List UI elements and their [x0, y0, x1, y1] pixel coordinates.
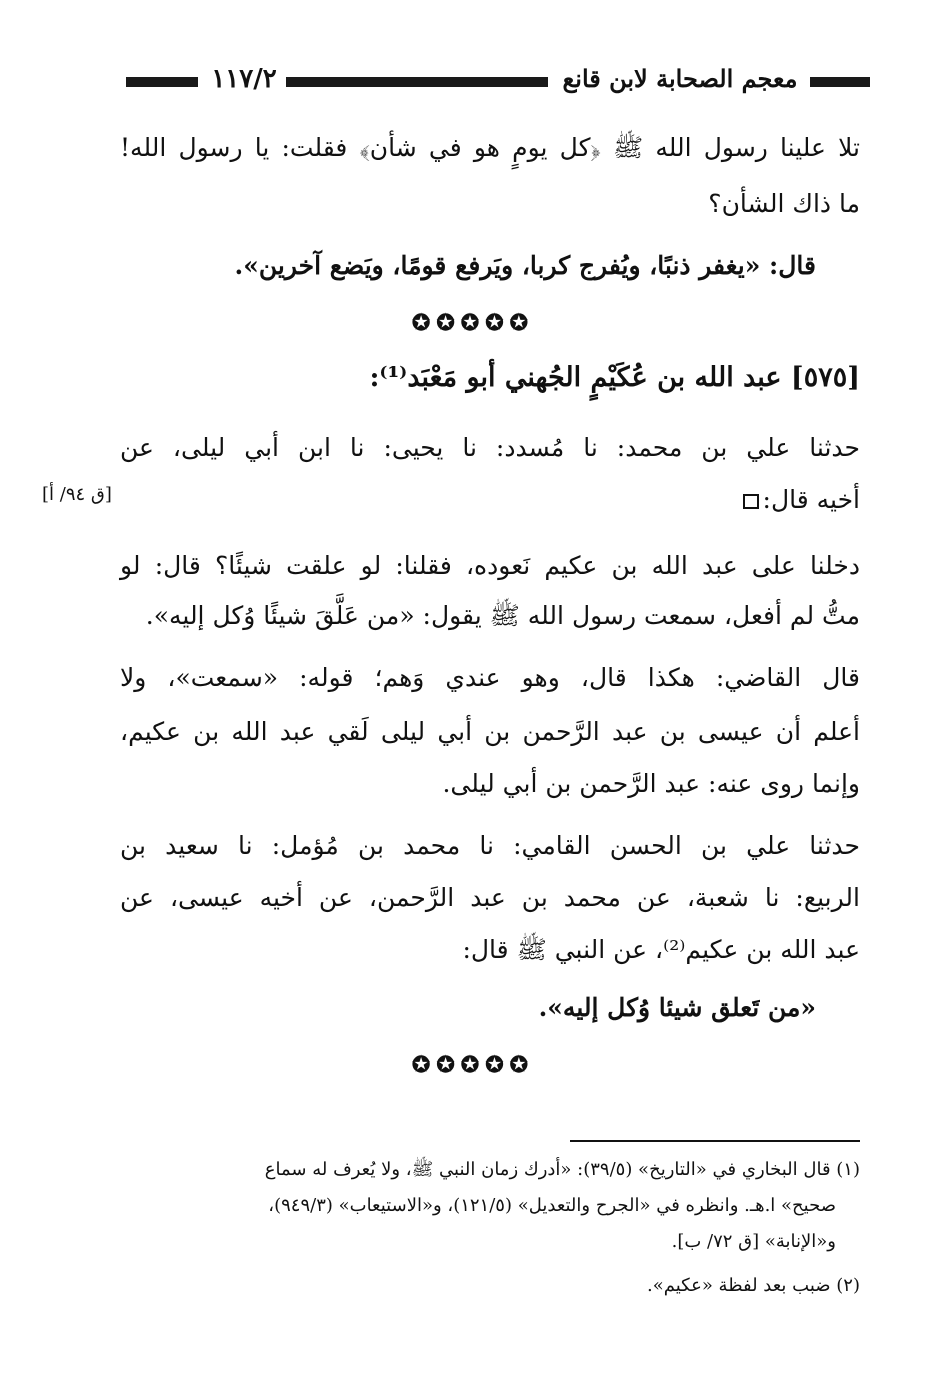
- paragraph-line: حدثنا علي بن الحسن القامي: نا محمد بن مُؤمل: نا سعيد بن: [120, 831, 860, 860]
- paragraph-line: أعلم أن عيسى بن عبد الرَّحمن بن أبي ليلى لَقي عبد الله بن عكيم،: [120, 717, 860, 746]
- paragraph-line: [120, 478, 860, 522]
- header-rule-right: [810, 77, 870, 87]
- folio-mark-icon: [743, 494, 759, 509]
- footnote-separator: [570, 1140, 860, 1142]
- paragraph-line: قال القاضي: هكذا قال، وهو عندي وَهم؛ قوله: «سمعت»، ولا: [120, 663, 860, 692]
- footnote-line: (٢) ضبب بعد لفظة «عكيم».: [647, 1275, 860, 1296]
- paragraph-text: أخيه قال:: [762, 485, 860, 514]
- manuscript-folio-ref: [ق ٩٤/ أ]: [42, 484, 112, 505]
- footnote-line: صحيح» ا.هـ. وانظره في «الجرح والتعديل» (١٢١/٥)، و«الاستيعاب» (٩٤٩/٣)،: [268, 1195, 836, 1216]
- section-separator: ✪✪✪✪✪: [411, 1052, 535, 1078]
- hadith-text: «من تَعلق شيئا وُكل إليه».: [538, 993, 816, 1022]
- book-title: معجم الصحابة لابن قانع: [562, 64, 798, 93]
- page-number: ١١٧/٢: [211, 64, 277, 94]
- paragraph-line: ما ذاك الشأن؟: [708, 189, 860, 218]
- hadith-text: قال: «يغفر ذنبًا، ويُفرج كربا، ويَرفع قومًا، ويَضع آخرين».: [234, 251, 816, 280]
- footnote-line: (١) قال البخاري في «التاريخ» (٣٩/٥): «أدرك زمان النبي ﷺ، ولا يُعرف له سماع: [264, 1159, 860, 1180]
- section-separator: ✪✪✪✪✪: [411, 310, 535, 336]
- paragraph-line: عبد الله بن عكيم⁽²⁾، عن النبي ﷺ قال:: [462, 935, 860, 964]
- header-rule-left: [126, 77, 198, 87]
- paragraph-line: الربيع: نا شعبة، عن محمد بن عبد الرَّحمن، عن أخيه عيسى، عن: [120, 883, 860, 912]
- paragraph-line: حدثنا علي بن محمد: نا مُسدد: نا يحيى: نا ابن أبي ليلى، عن: [120, 433, 860, 462]
- header-rule-middle: [286, 77, 548, 87]
- paragraph-line: متُّ لم أفعل، سمعت رسول الله ﷺ يقول: «من عَلَّقَ شيئًا وُكل إليه».: [145, 601, 860, 630]
- paragraph-line: دخلنا على عبد الله بن عكيم نَعوده، فقلنا: لو علقت شيئًا؟ قال: لو: [120, 551, 860, 580]
- running-header: [126, 62, 870, 96]
- footnote-line: و«الإنابة» [ق ٧٢/ ب].: [671, 1231, 836, 1252]
- entry-heading: [٥٧٥] عبد الله بن عُكَيْمٍ الجُهني أبو مَعْبَد⁽¹⁾:: [369, 362, 860, 393]
- paragraph-line: وإنما روى عنه: عبد الرَّحمن بن أبي ليلى.: [442, 769, 860, 798]
- paragraph-line: تلا علينا رسول الله ﷺ ﴿كل يومٍ هو في شأن﴾ فقلت: يا رسول الله!: [120, 133, 860, 162]
